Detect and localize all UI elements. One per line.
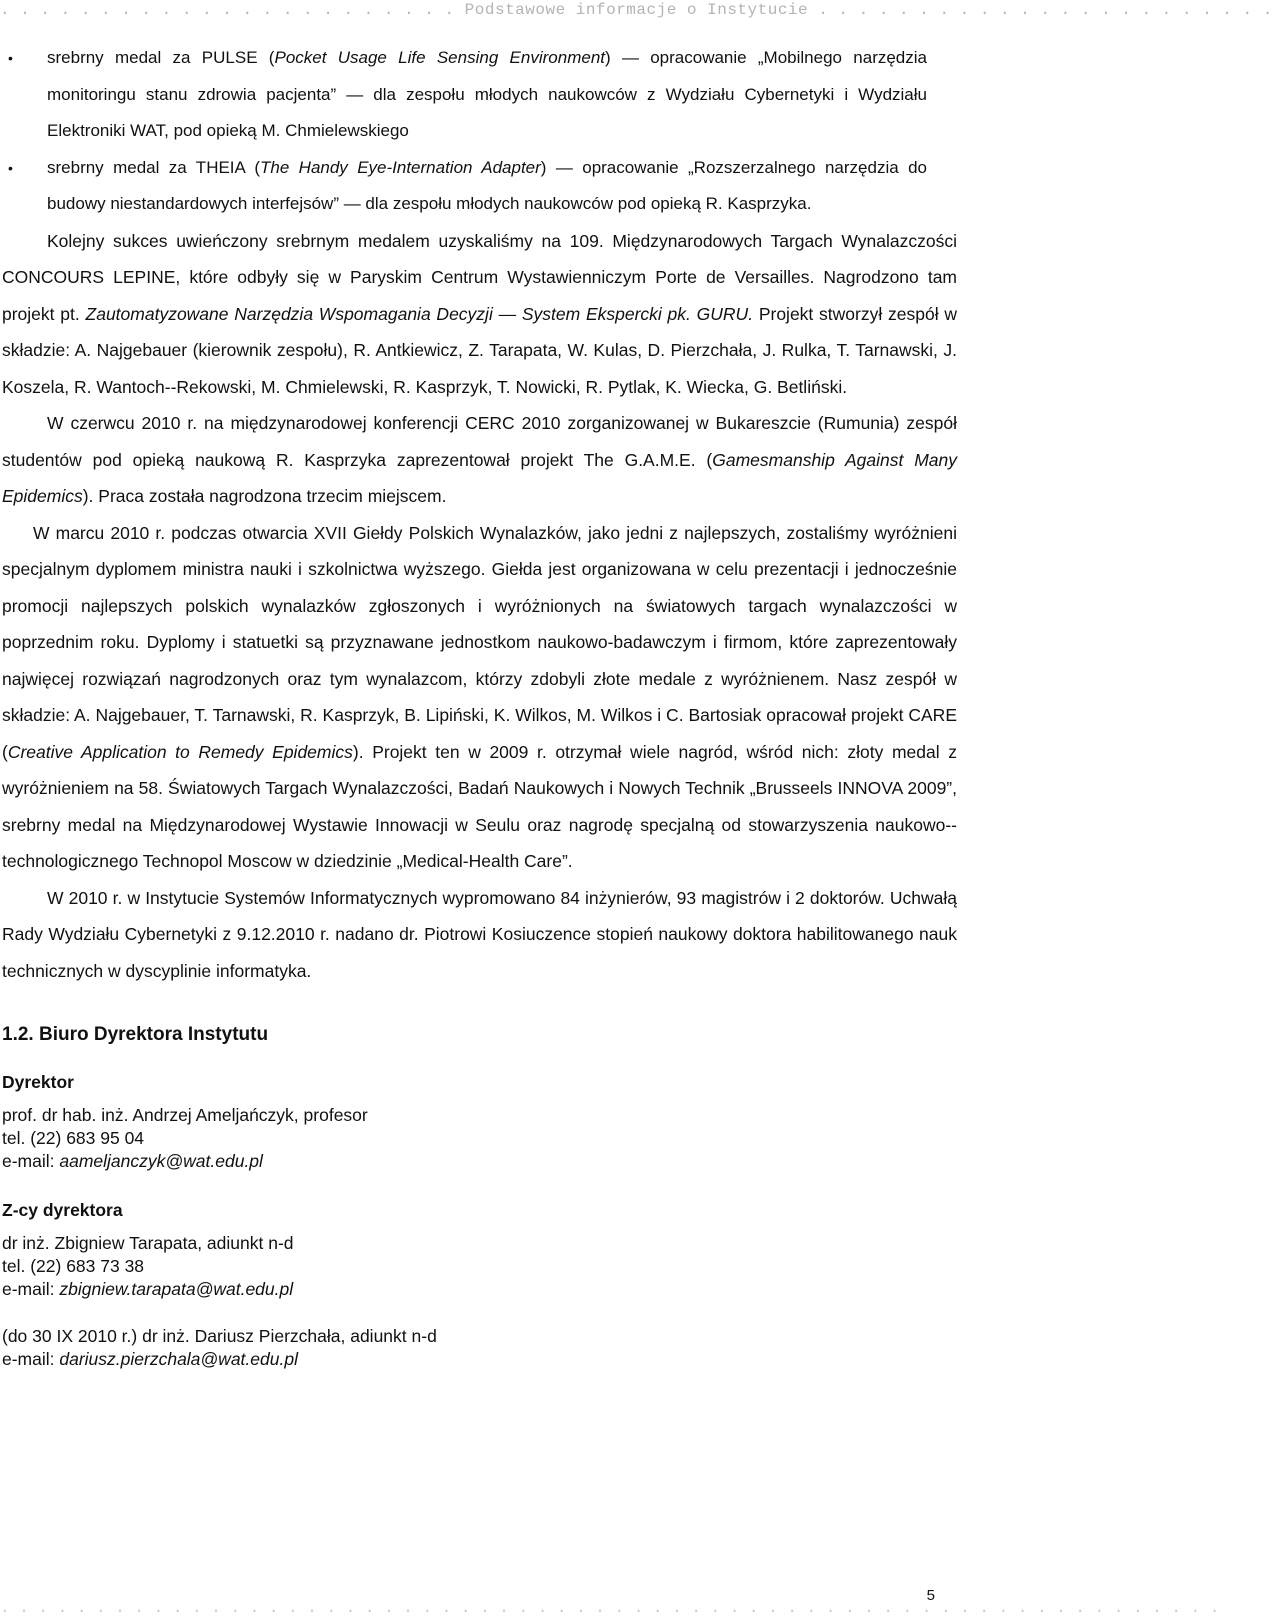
director-label: Dyrektor	[2, 1072, 74, 1092]
director-phone: tel. (22) 683 95 04	[2, 1128, 145, 1148]
bullet-text: srebrny medal za PULSE (	[47, 48, 275, 67]
paragraph-gielda	[2, 515, 957, 880]
deputy-2-email-line	[2, 1348, 960, 1371]
director-email[interactable]: aameljanczyk@wat.edu.pl	[59, 1151, 263, 1171]
section-heading: 1.2. Biuro Dyrektora Instytutu	[2, 1024, 269, 1045]
paragraph-text: ). Praca została nagrodzona trzecim miejscem.	[82, 486, 447, 506]
deputy-1-email-line	[2, 1278, 960, 1301]
paragraph-text: W czerwcu 2010 r. na międzynarodowej konferencji CERC 2010 zorganizowanej w Bukareszcie (Rumunia) zespół studentów pod opieką naukową R. Kasprzyka zaprezentował projekt The G.A.M.E. (	[2, 413, 957, 470]
paragraph-text: W marcu 2010 r. podczas otwarcia XVII Giełdy Polskich Wynalazków, jako jedni z najlepszych, zostaliśmy wyróżnieni specjalnym dyplomem ministra nauki i szkolnictwa wyższego. Giełda jest organizowana w celu prezentacji i jednocześnie promocji najlepszych polskich wynalazków zgłoszonych i wyróżnionych na światowych targach wynalazczości w poprzednim roku. Dyplomy i statuetki są przyznawane jednostkom naukowo-badawczym i firmom, które zaprezentowały najwięcej rozwiązań nagrodzonych oraz tym wynalazcom, którzy zdobyli złote medale z wyróżnienem. Nasz zespół w składzie: A. Najgebauer, T. Tarnawski, R. Kasprzyk, B. Lipiński, K. Wilkos, M. Wilkos i C. Bartosiak opracował projekt CARE (	[2, 522, 957, 762]
director-contact	[2, 1104, 960, 1173]
bullet-italic: The Handy Eye-Internation Adapter	[259, 157, 541, 177]
deputies-label: Z-cy dyrektora	[2, 1200, 123, 1220]
paragraph-promotions: W 2010 r. w Instytucie Systemów Informatycznych wypromowano 84 inżynierów, 93 magistrów i 2 doktorów. Uchwałą Rady Wydziału Cybernetyki z 9.12.2010 r. nadano dr. Piotrowi Kosiuczence stopień naukowy doktora habilitowanego nauk technicznych w dyscyplinie informatyka.	[2, 887, 957, 981]
paragraph-italic: Zautomatyzowane Narzędzia Wspomagania Decyzji — System Ekspercki pk. GURU.	[85, 303, 754, 324]
email-label: e-mail:	[2, 1151, 60, 1171]
deputy-1-contact	[2, 1232, 960, 1301]
footer-dotted-rule: . . . . . . . . . . . . . . . . . . . . . . . . . . . . . . . . . . . . . . . . . . . . . . . . . . . . . . . . . . . . . . . .	[0, 1599, 1220, 1617]
paragraph-cerc	[2, 405, 957, 515]
email-label: e-mail:	[2, 1349, 60, 1369]
award-bullet-pulse	[47, 40, 927, 150]
email-label: e-mail:	[2, 1279, 60, 1299]
bullet-text: ) — opracowanie „Rozszerzalnego narzędzia do budowy niestandardowych interfejsów” — dla zespołu młodych naukowców pod opieką R. Kasprzyka.	[47, 157, 927, 213]
page-content	[0, 40, 960, 1371]
paragraph-italic: Creative Application to Remedy Epidemics	[7, 741, 353, 762]
deputy-2-name: (do 30 IX 2010 r.) dr inż. Dariusz Pierzchała, adiunkt n-d	[2, 1326, 437, 1346]
bullet-text: srebrny medal za THEIA (	[47, 157, 260, 177]
director-email-line	[2, 1150, 960, 1173]
paragraph-text: ). Projekt ten w 2009 r. otrzymał wiele nagród, wśród nich: złoty medal z wyróżnieniem na 58. Światowych Targach Wynalazczości, Badań Naukowych i Nowych Technik „Brusseels INNOVA 2009”, srebrny medal na Międzynarodowej Wystawie Innowacji w Seulu oraz nagrodę specjalną od stowarzyszenia naukowo--technologicznego Technopol Moscow w dziedzinie „Medical-Health Care”.	[2, 741, 957, 871]
deputy-1-email[interactable]: zbigniew.tarapata@wat.edu.pl	[59, 1279, 294, 1299]
deputy-1-phone: tel. (22) 683 73 38	[2, 1256, 145, 1276]
spacer	[0, 1301, 960, 1325]
bullet-text: ) — opracowanie „Mobilnego narzędzia monitoringu stanu zdrowia pacjenta” — dla zespołu młodych naukowców z Wydziału Cybernetyki i Wydziału Elektroniki WAT, pod opieką M. Chmielewskiego	[47, 48, 927, 140]
paragraph-text: Kolejny sukces uwieńczony srebrnym medalem uzyskaliśmy na 109. Międzynarodowych Targach Wynalazczości CONCOURS LEPINE, które odbyły się w Paryskim Centrum Wystawienniczym Porte de Versailles. Nagrodzono tam projekt pt.	[2, 230, 957, 324]
page-number: 5	[926, 1587, 935, 1604]
running-header: . . . . . . . . . . . . . . . . . . . . . . . Podstawowe informacje o Instytucie . . . . . . . . . . . . . . . . . . . . . . .	[0, 1, 1273, 19]
paragraph-text: Projekt stworzył zespół w składzie: A. Najgebauer (kierownik zespołu), R. Antkiewicz, Z. Tarapata, W. Kulas, D. Pierzchała, J. Rulka, T. Tarnawski, J. Koszela, R. Wantoch--Rekowski, M. Chmielewski, R. Kasprzyk, T. Nowicki, R. Pytlak, K. Wiecka, G. Betliński.	[2, 303, 957, 397]
deputy-1-name: dr inż. Zbigniew Tarapata, adiunkt n-d	[2, 1233, 294, 1253]
award-bullet-theia	[47, 150, 927, 223]
bullet-italic: Pocket Usage Life Sensing Environment	[274, 48, 605, 67]
paragraph-lepine	[2, 223, 957, 406]
director-name: prof. dr hab. inż. Andrzej Ameljańczyk, profesor	[2, 1105, 368, 1125]
deputy-2-email[interactable]: dariusz.pierzchala@wat.edu.pl	[59, 1349, 298, 1369]
deputy-2-contact	[2, 1325, 960, 1371]
paragraph-italic: Gamesmanship Against Many Epidemics	[2, 449, 958, 506]
